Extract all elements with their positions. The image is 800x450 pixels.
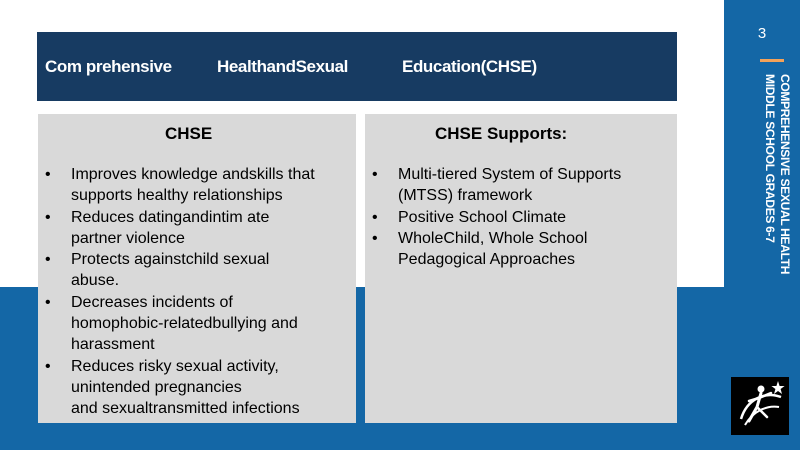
left-panel-heading: CHSE	[165, 124, 213, 143]
sidebar-vertical-title	[762, 74, 792, 274]
list-item-line: harassment	[71, 336, 155, 354]
accent-divider	[760, 59, 784, 62]
list-item	[365, 207, 621, 228]
list-item-line: unintended pregnancies	[71, 378, 242, 396]
list-item	[38, 164, 315, 207]
list-item	[38, 292, 315, 356]
list-item	[38, 356, 315, 420]
list-item	[365, 228, 621, 271]
slide-title-part-1: Com prehensive	[45, 57, 172, 76]
supports-list	[365, 164, 621, 270]
list-item-line: (MTSS) framework	[398, 187, 533, 205]
list-item-line: • WholeChild, Whole School	[398, 229, 588, 247]
slide-title-part-2: HealthandSexual	[217, 57, 348, 76]
list-item-line: • Improves knowledge andskills that	[71, 166, 315, 183]
list-item-line: • Decreases incidents of	[71, 293, 233, 311]
list-item-line: • Reduces risky sexual activity,	[71, 357, 279, 375]
list-item-line: homophobic-relatedbullying and	[71, 315, 298, 333]
benefits-list	[38, 164, 315, 420]
list-item	[365, 164, 621, 207]
vertical-title-line: MIDDLE SCHOOL GRADES 6-7	[763, 74, 777, 243]
list-item	[38, 249, 315, 292]
chse-benefits-panel	[38, 114, 356, 423]
dancing-figure-star-logo-icon	[731, 377, 789, 435]
list-item-line: partner violence	[71, 229, 185, 247]
vertical-title-line: COMPREHENSIVE SEXUAL HEALTH	[778, 74, 792, 275]
right-panel-heading: CHSE Supports:	[435, 124, 568, 143]
list-item-line: abuse.	[71, 272, 120, 290]
list-item-line: • Reduces datingandintim ate	[71, 208, 270, 226]
slide-number: 3	[757, 25, 767, 42]
list-item	[38, 207, 315, 250]
slide-title-part-3: Education(CHSE)	[402, 57, 537, 76]
list-item-line: Pedagogical Approaches	[398, 251, 576, 269]
logo-graphic	[731, 377, 789, 435]
chse-supports-panel	[365, 114, 677, 423]
list-item-line: • Positive School Climate	[398, 208, 567, 226]
list-item-line: supports healthy relationships	[71, 187, 283, 205]
list-item-line: and sexualtransmitted infections	[71, 400, 300, 418]
list-item-line: • Multi-tiered System of Supports	[398, 166, 622, 183]
list-item-line: • Protects againstchild sexual	[71, 251, 270, 269]
